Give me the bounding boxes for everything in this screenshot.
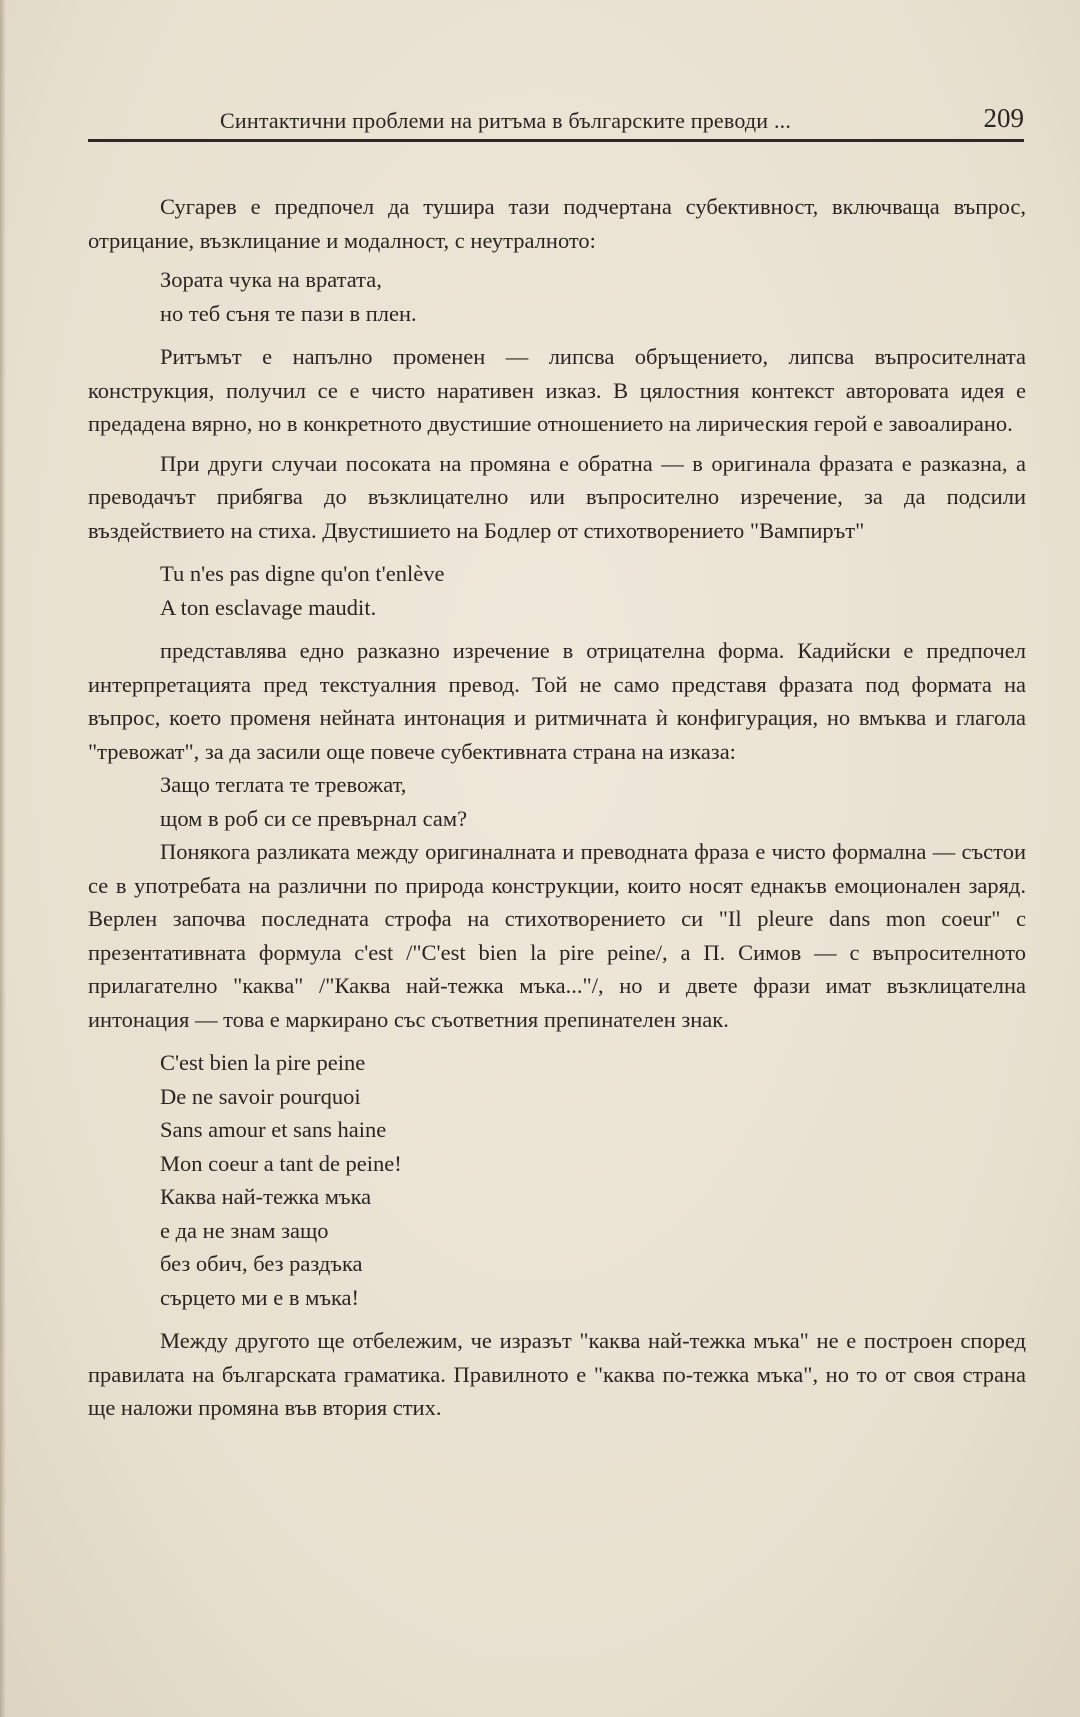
verse-verlaine: [88, 1046, 1026, 1180]
verse-simov: [88, 1180, 1026, 1314]
verse-line: Защо теглата те тревожат,: [160, 772, 407, 797]
verse-baudelaire: [88, 557, 1026, 624]
paragraph-3: При други случаи посоката на промяна е обратна — в оригинала фразата е разказна, а преводачът прибягва до възклицателно или въпросително изречение, за да подсили въздействието на стиха. Двустишието на Бодлер от стихотворението "Вампирът": [88, 450, 1026, 543]
verse-line: но теб съня те пази в плен.: [160, 300, 417, 326]
header-rule: [88, 139, 1024, 142]
verse-line: сърцето ми е в мъка!: [160, 1284, 360, 1310]
paragraph-5: Понякога разликата между оригиналната и преводната фраза е чисто формална — състои се в употребата на различни по природа конструкции, които носят еднакъв емоционален заряд. Верлен започва последната строфа на стихотворението си "Il pleure dans mon coeur" с презентативната формула c'est /"C'est bien la pire peine/, а П. Симов — с въпросителното прилагателно "каква" /"Каква най-тежка мъка..."/, но и двете фрази имат възклицателна интонация — това е маркирано със съответния препинателен знак.: [88, 839, 1026, 1032]
verse-line: щом в роб си се превърнал сам?: [160, 805, 468, 831]
verse-sugarev: [88, 263, 1026, 330]
verse-line: Зората чука на вратата,: [160, 267, 382, 292]
verse-line: De ne savoir pourquoi: [160, 1083, 361, 1109]
running-title: Синтактични проблеми на ритъма в българските преводи ...: [220, 108, 792, 133]
paragraph-2: Ритъмът е напълно променен — липсва обръщението, липсва въпросителната конструкция, получил се е чисто наративен изказ. В цялостния контекст авторовата идея е предадена вярно, но в конкретното двустишие отношението на лирическия герой е завоалирано.: [88, 344, 1026, 436]
page-number: 209: [983, 103, 1024, 133]
paragraph-4: представлява едно разказно изречение в отрицателна форма. Кадийски е предпочел интерпретацията пред текстуалния превод. Той не само представя фразата под формата на въпрос, което променя нейната интонация и ритмичната ѝ конфигурация, но вмъква и глагола "тревожат", за да засили още повече субективната страна на изказа:: [88, 638, 1026, 764]
verse-kadiyski: [88, 768, 1026, 835]
page-spine-shadow: [0, 0, 6, 1717]
body-text: [88, 190, 1026, 1425]
verse-line: Tu n'es pas digne qu'on t'enlève: [160, 561, 445, 586]
verse-line: Mon coeur a tant de peine!: [160, 1150, 402, 1176]
verse-line: Sans amour et sans haine: [160, 1117, 387, 1142]
verse-line: Каква най-тежка мъка: [160, 1184, 372, 1209]
paragraph-6: Между другото ще отбележим, че изразът "каква най-тежка мъка" не е построен според правилата на българската граматика. Правилното е "каква по-тежка мъка", но то от своя страна ще наложи промяна във втория стих.: [88, 1328, 1026, 1420]
running-head: [88, 103, 1024, 143]
verse-line: е да не знам защо: [160, 1217, 329, 1243]
paragraph-1: Сугарев е предпочел да тушира тази подчертана субективност, включваща въпрос, отрицание, възклицание и модалност, с неутралното:: [88, 194, 1026, 253]
verse-line: без обич, без раздъка: [160, 1251, 363, 1276]
verse-line: C'est bien la pire peine: [160, 1050, 366, 1075]
verse-line: A ton esclavage maudit.: [160, 594, 377, 620]
